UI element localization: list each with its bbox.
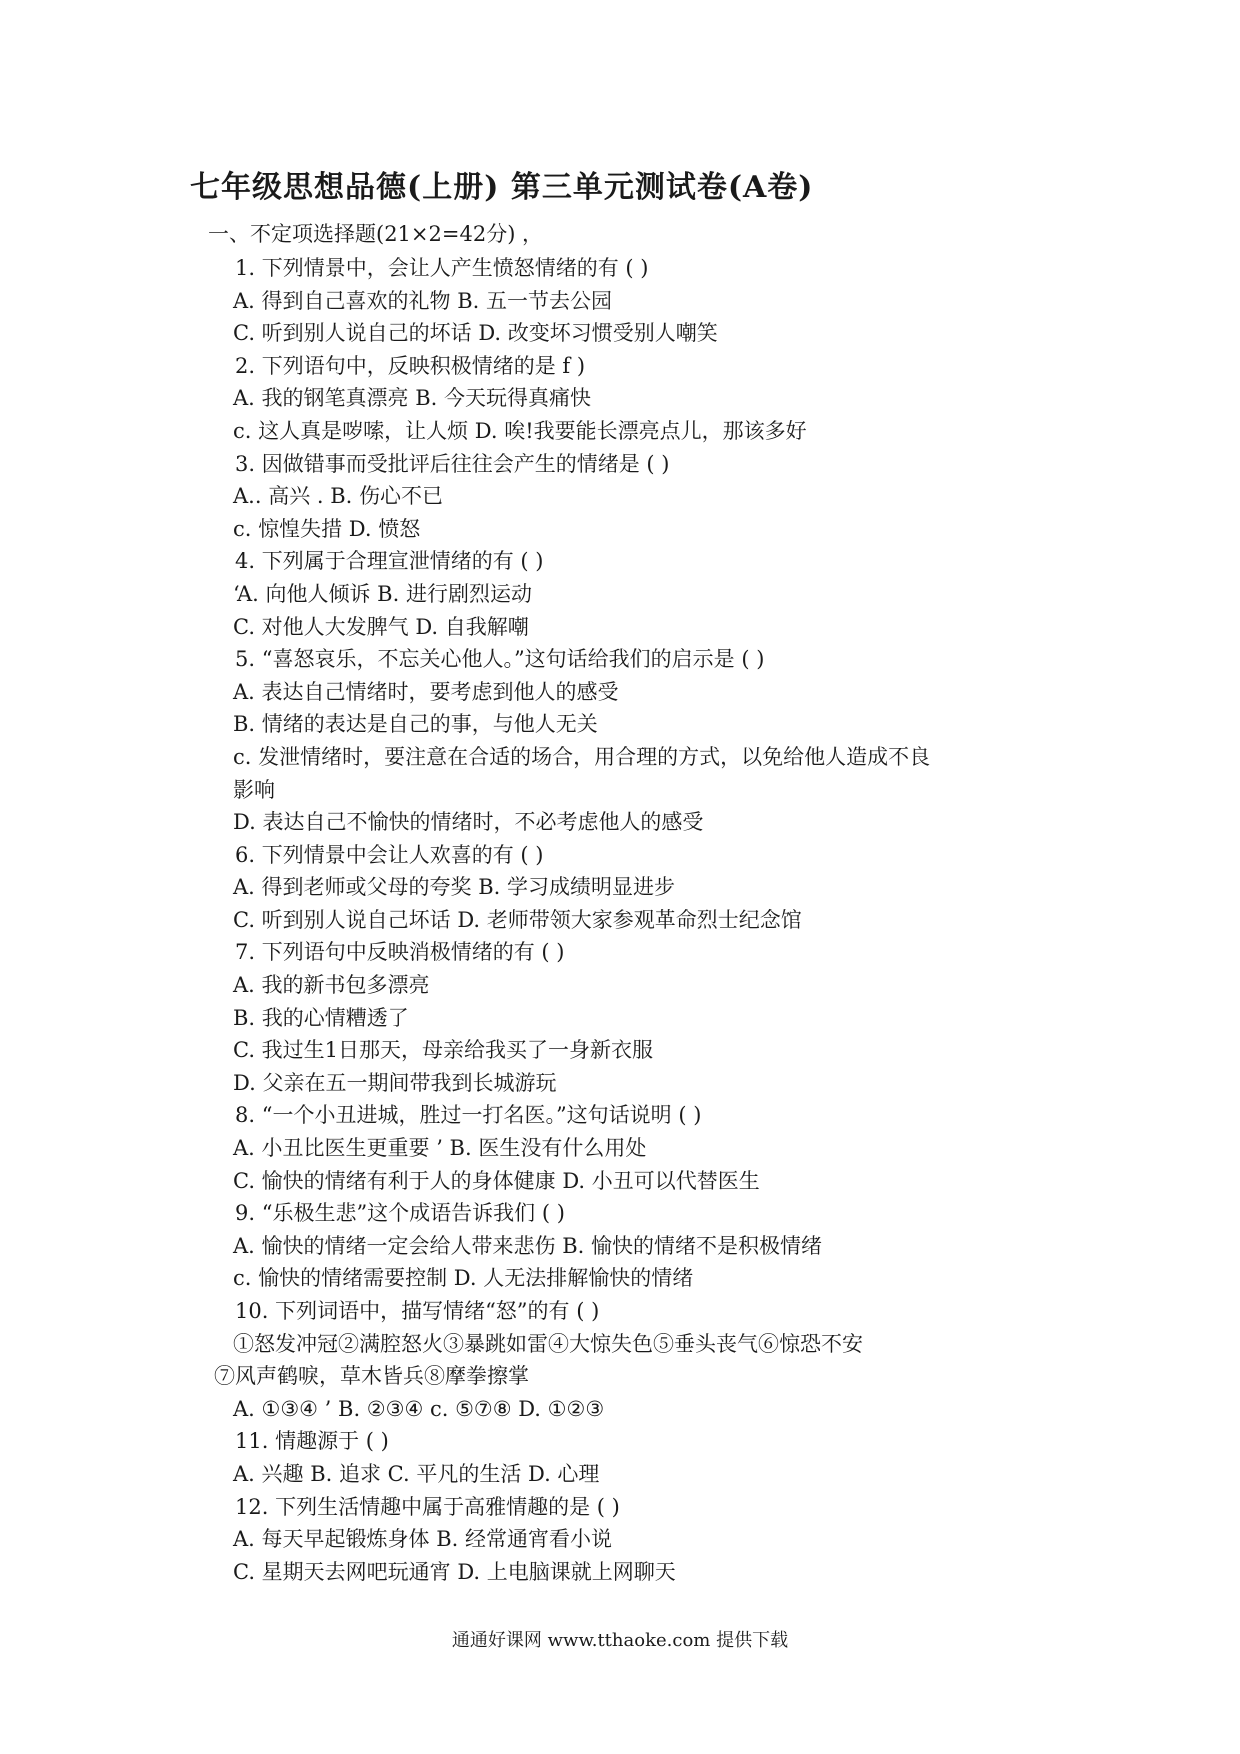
answer-option-line: 影响 bbox=[233, 777, 275, 802]
question-stem: 4. 下列属于合理宣泄情绪的有 ( ) bbox=[235, 549, 544, 574]
question-stem: 1. 下列情景中，会让人产生愤怒情绪的有 ( ) bbox=[235, 256, 649, 280]
question-stem: 11. 情趣源于 ( ) bbox=[235, 1429, 389, 1454]
answer-option-line: A. 每天早起锻炼身体 B. 经常通宵看小说 bbox=[233, 1527, 612, 1552]
answer-option-line: B. 我的心情糟透了 bbox=[233, 1005, 409, 1030]
answer-option-line: ⑦风声鹤唳，草木皆兵⑧摩拳擦掌 bbox=[214, 1364, 529, 1389]
answer-option-line: ‘A. 向他人倾诉 B. 进行剧烈运动 bbox=[233, 581, 532, 606]
answer-option-line: c. 发泄情绪时，要注意在合适的场合，用合理的方式，以免给他人造成不良 bbox=[233, 744, 931, 769]
answer-option-line: A. 愉快的情绪一定会给人带来悲伤 B. 愉快的情绪不是积极情绪 bbox=[233, 1233, 822, 1258]
question-stem: 7. 下列语句中反映消极情绪的有 ( ) bbox=[235, 940, 565, 965]
question-stem: 5. “喜怒哀乐，不忘关心他人。”这句话给我们的启示是 ( ) bbox=[235, 647, 765, 672]
answer-option-line: A. 兴趣 B. 追求 C. 平凡的生活 D. 心理 bbox=[233, 1461, 600, 1486]
answer-option-line: A. 得到老师或父母的夸奖 B. 学习成绩明显进步 bbox=[233, 875, 675, 900]
answer-option-line: D. 表达自己不愉快的情绪时，不必考虑他人的感受 bbox=[233, 810, 704, 835]
section-heading: 一、不定项选择题(21×2=42分) ， bbox=[208, 222, 544, 246]
question-stem: 2. 下列语句中，反映积极情绪的是 f ) bbox=[235, 353, 586, 378]
answer-option-line: A. 我的新书包多漂亮 bbox=[233, 973, 430, 998]
answer-option-line: A. 得到自己喜欢的礼物 B. 五一节去公园 bbox=[233, 288, 612, 313]
question-stem: 8. “一个小丑进城，胜过一打名医。”这句话说明 ( ) bbox=[235, 1103, 702, 1128]
footer-credit: 通通好课网 www.tthaoke.com 提供下载 bbox=[451, 1630, 789, 1651]
question-stem: 12. 下列生活情趣中属于高雅情趣的是 ( ) bbox=[235, 1494, 620, 1519]
answer-option-line: A.. 高兴 . B. 伤心不已 bbox=[233, 484, 443, 509]
answer-option-line: c. 这人真是哕嗦，让人烦 D. 唉!我要能长漂亮点儿，那该多好 bbox=[233, 418, 807, 443]
answer-option-line: c. 愉快的情绪需要控制 D. 人无法排解愉快的情绪 bbox=[233, 1266, 694, 1291]
answer-option-line: C. 我过生1日那天，母亲给我买了一身新衣服 bbox=[233, 1038, 654, 1063]
answer-option-line: B. 情绪的表达是自己的事，与他人无关 bbox=[233, 712, 598, 737]
answer-option-line: C. 听到别人说自己坏话 D. 老师带领大家参观革命烈士纪念馆 bbox=[233, 907, 802, 932]
answer-option-line: A. ①③④ ’ B. ②③④ c. ⑤⑦⑧ D. ①②③ bbox=[233, 1396, 605, 1421]
answer-option-line: C. 星期天去网吧玩通宵 D. 上电脑课就上网聊天 bbox=[233, 1559, 676, 1584]
page-title: 七年级思想品德(上册) 第三单元测试卷(A卷) bbox=[190, 170, 814, 205]
answer-option-line: C. 愉快的情绪有利于人的身体健康 D. 小丑可以代替医生 bbox=[233, 1168, 760, 1193]
question-stem: 6. 下列情景中会让人欢喜的有 ( ) bbox=[235, 842, 544, 867]
question-list bbox=[0, 252, 1240, 1588]
answer-option-line: D. 父亲在五一期间带我到长城游玩 bbox=[233, 1070, 557, 1095]
answer-option-line: C. 对他人大发脾气 D. 自我解嘲 bbox=[233, 614, 529, 639]
question-stem: 10. 下列词语中，描写情绪“怒”的有 ( ) bbox=[235, 1299, 600, 1323]
answer-option-line: ①怒发冲冠②满腔怒火③暴跳如雷④大惊失色⑤垂头丧气⑥惊恐不安 bbox=[233, 1331, 863, 1356]
question-stem: 3. 因做错事而受批评后往往会产生的情绪是 ( ) bbox=[235, 451, 670, 476]
answer-option-line: C. 听到别人说自己的坏话 D. 改变坏习惯受别人嘲笑 bbox=[233, 321, 718, 346]
answer-option-line: A. 小丑比医生更重要 ’ B. 医生没有什么用处 bbox=[233, 1136, 647, 1161]
answer-option-line: A. 表达自己情绪时，要考虑到他人的感受 bbox=[233, 679, 619, 704]
answer-option-line: A. 我的钢笔真漂亮 B. 今天玩得真痛快 bbox=[233, 386, 591, 411]
answer-option-line: c. 惊惶失措 D. 愤怒 bbox=[233, 516, 421, 541]
question-stem: 9. “乐极生悲”这个成语告诉我们 ( ) bbox=[235, 1201, 565, 1226]
